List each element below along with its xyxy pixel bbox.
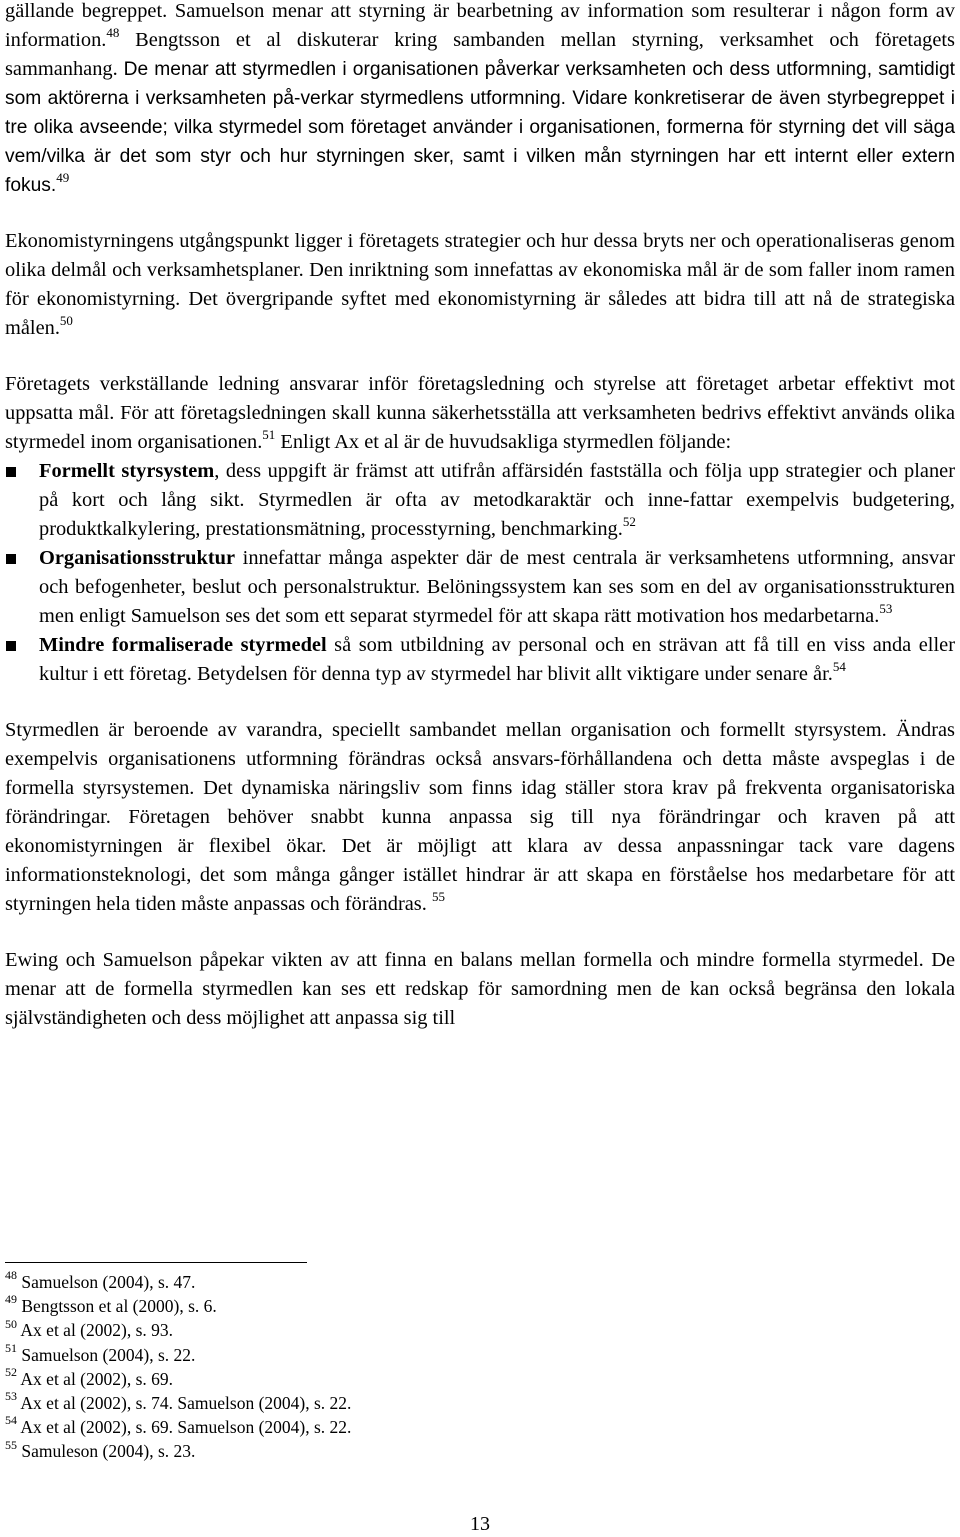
footnote-ref-48: 48 <box>106 25 120 41</box>
list-item-text: innefattar många aspekter där de mest centrala är verksamhetens utformning, ansvar och befogenheter, beslut och personalstruktur. Belöningssystem kan ses som en del av organisationsstrukturen men enligt Samuelson ses det som ett separat styrmedel för att skapa rätt motivation hos medarbetarna. <box>39 547 955 627</box>
footnote-text: Samuelson (2004), s. 47. <box>17 1272 196 1292</box>
square-bullet-icon <box>6 641 16 651</box>
footnote <box>5 1364 705 1391</box>
paragraph-2 <box>5 227 955 343</box>
footnotes <box>5 1270 705 1464</box>
list-item-text: så som utbildning av personal och en strävan att få till en viss anda eller kultur i ett företag. Betydelsen för denna typ av styrmedel har blivit allt viktigare under senare år. <box>39 634 955 685</box>
paragraph-4-text: Styrmedlen är beroende av varandra, speciellt sambandet mellan organisation och formellt styrsystem. Ändras exempelvis organisationens utformning förändras också ansvars-förhållandena och detta måste avspeglas i de formella styrsystemen. Det dynamiska näringsliv som finns idag ställer stora krav på frekventa organisatoriska förändringar. Företagen behöver snabbt kunna anpassa sig till nya förändringar och kraven på att ekonomistyrningen är flexibel ökar. Det är möjligt att klara av dessa anpassningar tack vare dagens informationsteknologi, det som många gånger istället hindrar är att skapa en förståelse hos medarbetare för att styrningen hela tiden måste anpassas och förändras. <box>5 719 955 915</box>
footnote-number: 50 <box>5 1316 17 1331</box>
footnote-text: Samuleson (2004), s. 23. <box>17 1441 196 1462</box>
list-item-heading: Mindre formaliserade styrmedel <box>39 634 327 656</box>
footnote-ref-55: 55 <box>431 889 445 905</box>
footnote-number: 49 <box>5 1292 17 1307</box>
paragraph-5 <box>5 946 955 1033</box>
styrmedel-list <box>5 457 955 689</box>
footnote <box>5 1318 705 1342</box>
footnote-number: 55 <box>5 1437 17 1452</box>
paragraph-1-text-b: Bengtsson et al diskuterar kring sambanden mellan styrning, verksamhet och företagets sammanhang. <box>5 29 955 80</box>
footnote <box>5 1439 705 1463</box>
footnote-ref-49: 49 <box>56 170 70 186</box>
footnote-text: Samuelson (2004), s. 22. <box>17 1344 196 1365</box>
paragraph-4 <box>5 716 955 919</box>
footnote-ref-53: 53 <box>879 601 893 617</box>
footnote <box>5 1415 705 1439</box>
footnote-ref-54: 54 <box>832 659 846 675</box>
footnote-separator <box>5 1262 307 1263</box>
footnote-number: 48 <box>5 1268 17 1283</box>
paragraph-3 <box>5 370 955 457</box>
page-number: 13 <box>470 1513 490 1535</box>
footnote-text: Ax et al (2002), s. 93. <box>17 1320 174 1341</box>
footnote <box>5 1270 705 1294</box>
footnote-ref-50: 50 <box>59 313 73 329</box>
paragraph-3-text-a: Företagets verkställande ledning ansvarar inför företagsledning och styrelse att företaget arbetar effektivt mot uppsatta mål. För att företagsledningen skall kunna säkerhetsställa att verksamheten bedrivs effektivt används olika styrmedel inom organisationen. <box>5 373 955 453</box>
square-bullet-icon <box>6 467 16 477</box>
paragraph-3-text-b: Enligt Ax et al är de huvudsakliga styrmedlen följande: <box>275 431 732 453</box>
footnote-number: 51 <box>5 1340 17 1355</box>
list-item-heading: Organisationsstruktur <box>39 547 236 569</box>
list-item <box>5 544 955 631</box>
footnote-number: 53 <box>5 1389 17 1404</box>
list-item <box>5 457 955 544</box>
footnote <box>5 1294 705 1318</box>
list-item-heading: Formellt styrsystem <box>39 460 215 482</box>
list-item-text: , dess uppgift är främst att utifrån affärsidén fastställa och följa upp strategier och planer på kort och lång sikt. Styrmedlen är ofta av metodkaraktär och inne-fattar exempelvis budgetering, produktkalkylering, prestationsmätning, processtyrning, benchmarking. <box>39 460 955 540</box>
document-page <box>5 0 955 1033</box>
paragraph-5-text: Ewing och Samuelson påpekar vikten av att finna en balans mellan formella och mindre formella styrmedel. De menar att de formella styrmedlen kan ses ett redskap för samordning men de kan också begränsa den lokala självständigheten och dess möjlighet att anpassa sig till <box>5 949 955 1029</box>
list-item <box>5 631 955 689</box>
footnote-number: 54 <box>5 1413 17 1428</box>
paragraph-1-sans-text: De menar att styrmedlen i organisationen påverkar verksamheten och dess utformning, samtidigt som aktörerna i verksamheten på-verkar styrmedlens utformning. Vidare konkretiserar de även styrbegreppet i tre olika avseende; vilka styrmedel som företaget använder i organisationen, formerna för styrning det vill säga vem/vilka är det som styr och hur styrningen sker, samt i vilken mån styrningen har ett internt eller extern fokus. <box>5 59 955 196</box>
footnote-number: 52 <box>5 1364 17 1379</box>
paragraph-1 <box>5 0 955 200</box>
paragraph-1-text-a: gällande begreppet. Samuelson menar att styrning är bearbetning av information som resulterar i någon form av information. <box>5 0 955 51</box>
square-bullet-icon <box>6 554 16 564</box>
footnote-ref-52: 52 <box>622 514 636 530</box>
footnote-ref-51: 51 <box>262 427 276 443</box>
footnote-text: Bengtsson et al (2000), s. 6. <box>17 1296 217 1317</box>
footnote-text: Ax et al (2002), s. 74. Samuelson (2004), s. 22. <box>17 1393 352 1414</box>
paragraph-2-text: Ekonomistyrningens utgångspunkt ligger i företagets strategier och hur dessa bryts ner och operationaliseras genom olika delmål och verksamhetsplaner. Den inriktning som innefattas av ekonomiska mål är de som faller inom ramen för ekonomistyrning. Det övergripande syftet med ekonomistyrning är således att bidra till att nå de strategiska målen. <box>5 230 955 339</box>
footnote <box>5 1340 705 1367</box>
footnote-text: Ax et al (2002), s. 69. <box>17 1368 174 1389</box>
footnote <box>5 1391 705 1415</box>
footnote-text: Ax et al (2002), s. 69. Samuelson (2004), s. 22. <box>17 1417 352 1438</box>
